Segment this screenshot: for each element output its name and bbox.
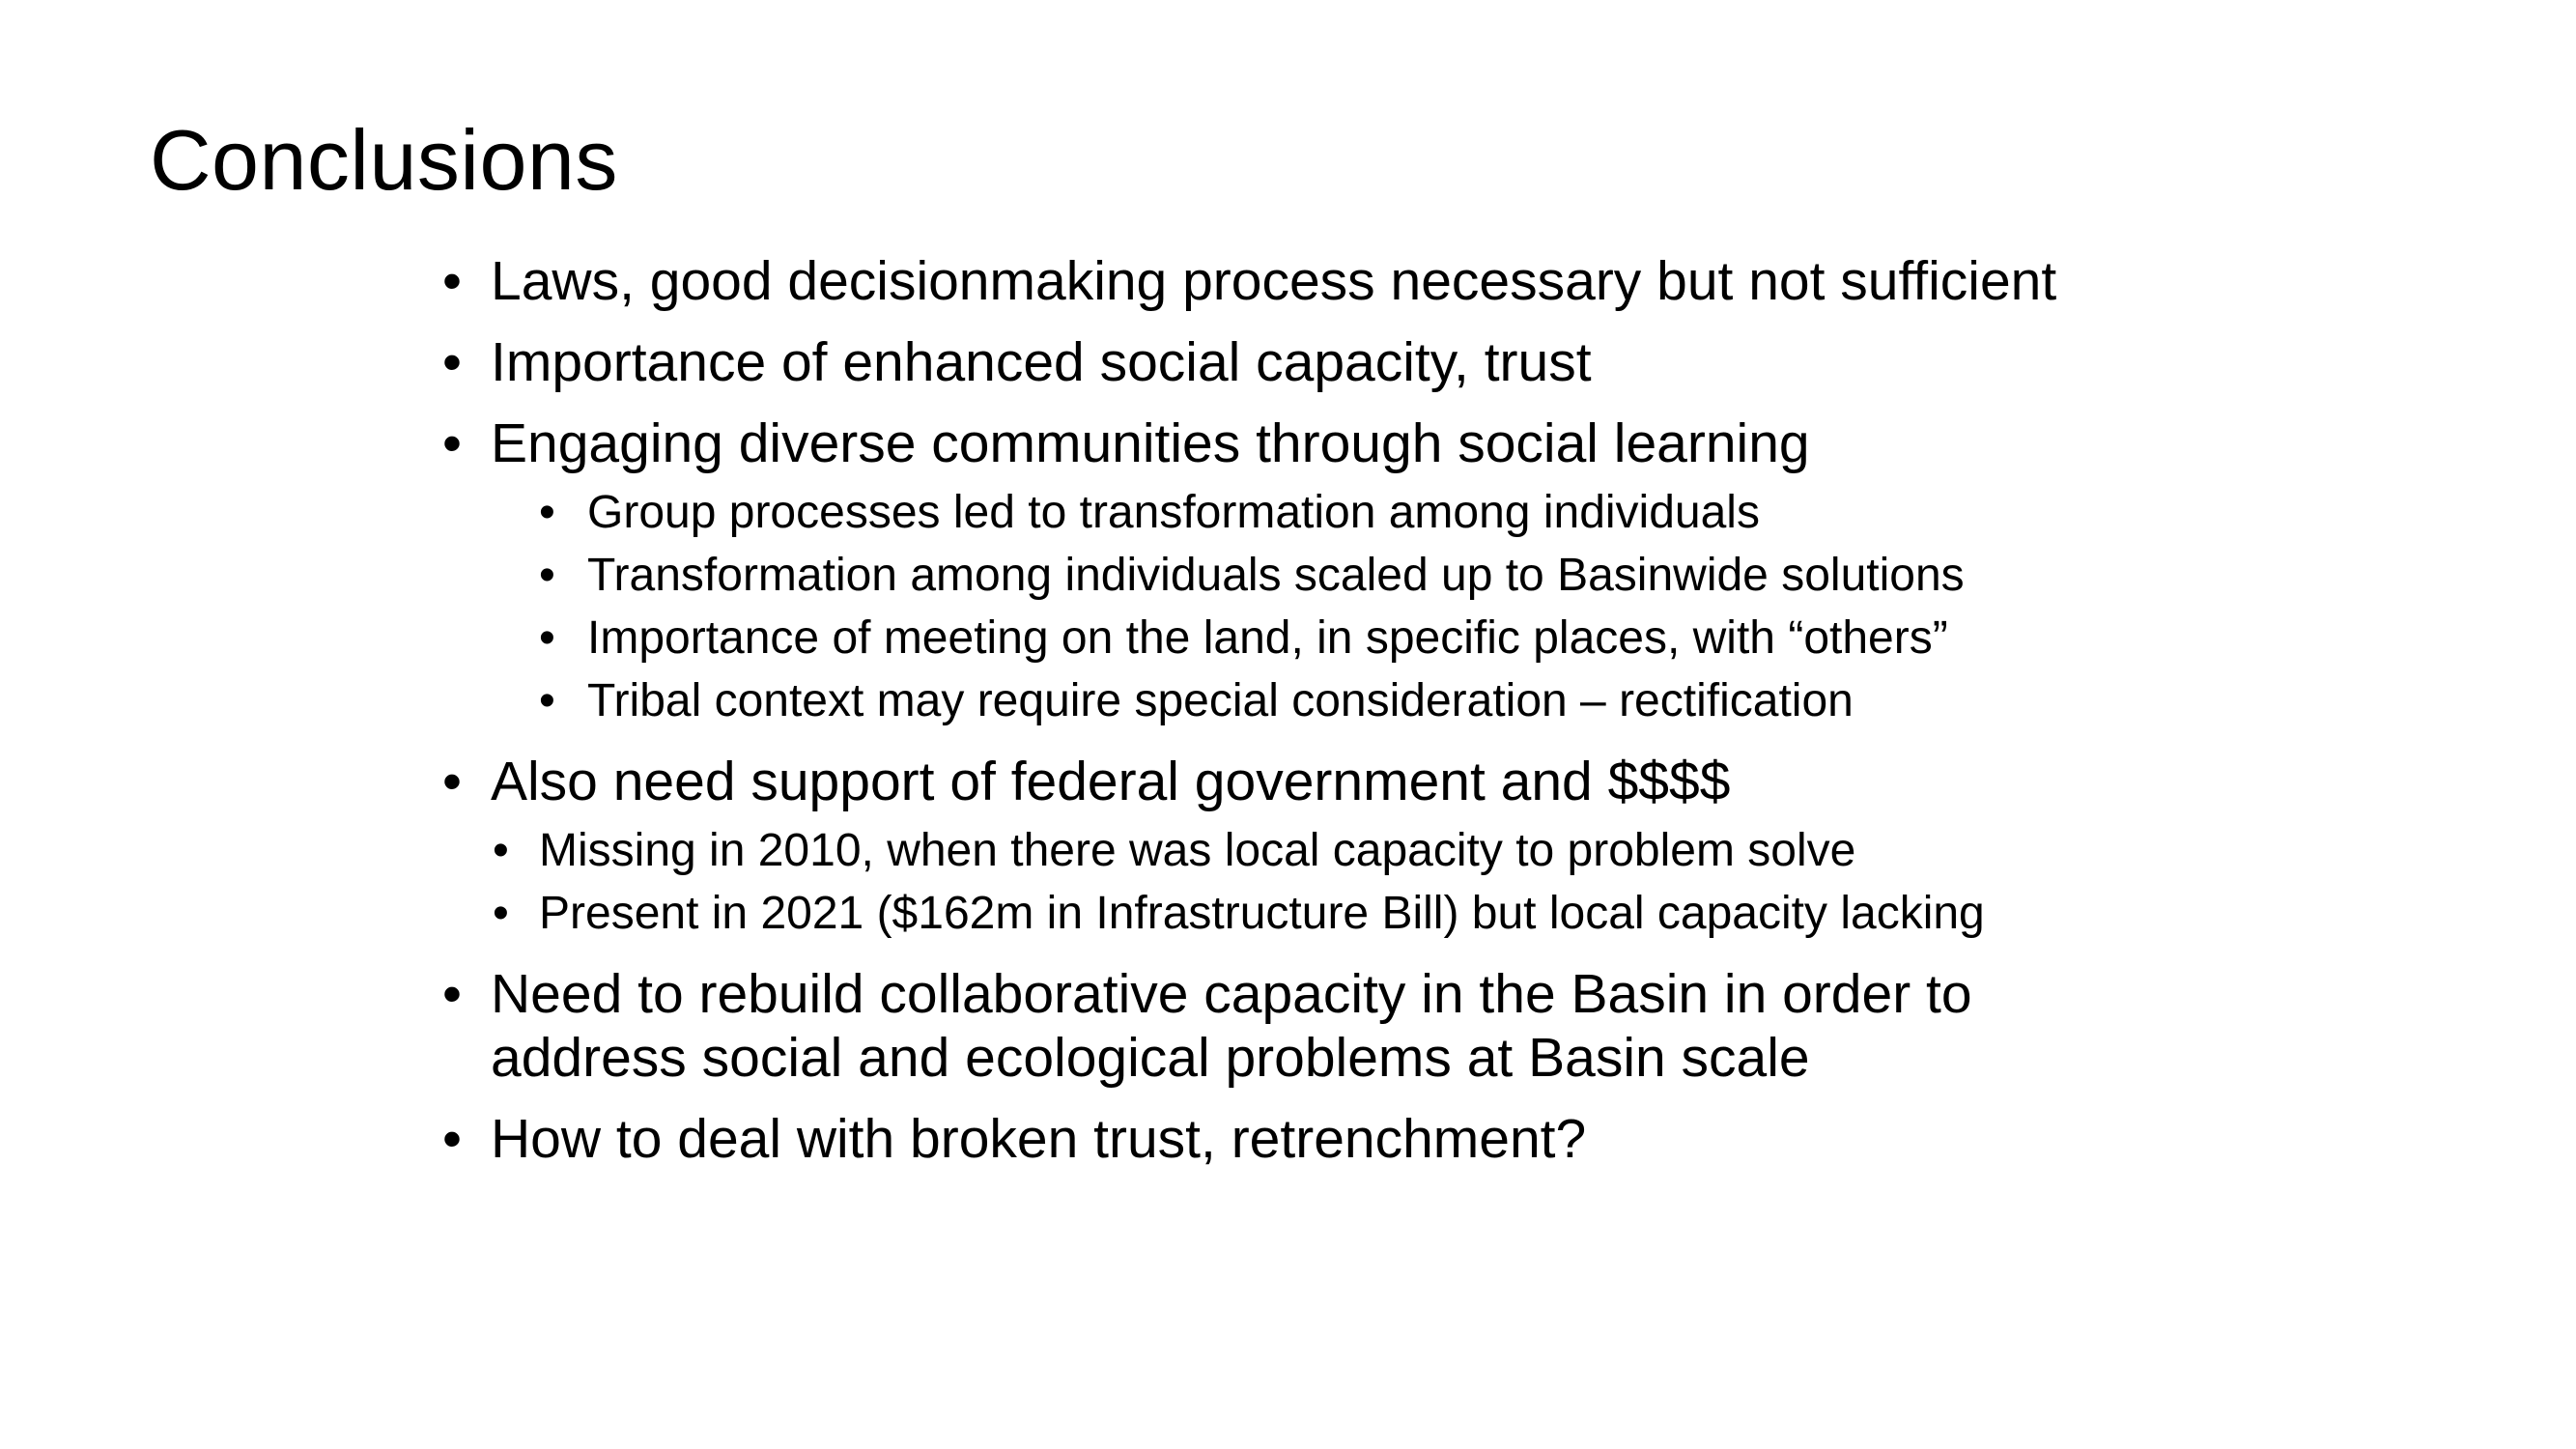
social-learning-sublist — [442, 481, 2181, 732]
bullet-item-rebuild-capacity — [442, 962, 2181, 1090]
sub-bullet-text: Tribal context may require special consideration – rectification — [587, 675, 1854, 726]
bullet-icon: • — [539, 550, 555, 601]
bullet-text: Laws, good decisionmaking process necessary but not sufficient — [491, 250, 2057, 312]
bullet-icon: • — [539, 675, 555, 726]
sub-bullet-text: Present in 2021 ($162m in Infrastructure Bill) but local capacity lacking — [539, 888, 1985, 939]
bullet-list — [442, 249, 2181, 1188]
bullet-text: Importance of enhanced social capacity, trust — [491, 331, 1592, 393]
bullet-icon: • — [442, 331, 462, 393]
bullet-item-engaging-communities — [442, 412, 2181, 475]
bullet-item-broken-trust — [442, 1107, 2181, 1171]
bullet-text: Engaging diverse communities through social learning — [491, 412, 1810, 474]
bullet-icon: • — [442, 250, 462, 312]
sub-bullet-item — [442, 544, 2181, 607]
bullet-text: Need to rebuild collaborative capacity in the Basin in order to address social and ecological problems at Basin scale — [491, 963, 1972, 1089]
sub-bullet-item — [442, 819, 2181, 882]
bullet-icon: • — [539, 612, 555, 664]
sub-bullet-item — [442, 669, 2181, 732]
bullet-text: Also need support of federal government and $$$$ — [491, 751, 1731, 812]
slide-title: Conclusions — [150, 112, 618, 208]
bullet-text: How to deal with broken trust, retrenchment? — [491, 1108, 1587, 1170]
sub-bullet-text: Group processes led to transformation among individuals — [587, 487, 1760, 538]
bullet-icon: • — [493, 825, 509, 876]
bullet-item-federal-support — [442, 750, 2181, 813]
bullet-icon: • — [442, 412, 462, 474]
sub-bullet-item — [442, 882, 2181, 945]
sub-bullet-text: Transformation among individuals scaled up to Basinwide solutions — [587, 550, 1965, 601]
federal-support-sublist — [442, 819, 2181, 945]
sub-bullet-item — [442, 481, 2181, 544]
bullet-icon: • — [493, 888, 509, 939]
sub-bullet-item — [442, 607, 2181, 669]
bullet-item-laws — [442, 249, 2181, 313]
bullet-icon: • — [442, 751, 462, 812]
bullet-icon: • — [442, 963, 462, 1025]
bullet-icon: • — [539, 487, 555, 538]
bullet-icon: • — [442, 1108, 462, 1170]
sub-bullet-text: Missing in 2010, when there was local capacity to problem solve — [539, 825, 1856, 876]
bullet-item-social-capacity — [442, 330, 2181, 394]
sub-bullet-text: Importance of meeting on the land, in specific places, with “others” — [587, 612, 1948, 664]
